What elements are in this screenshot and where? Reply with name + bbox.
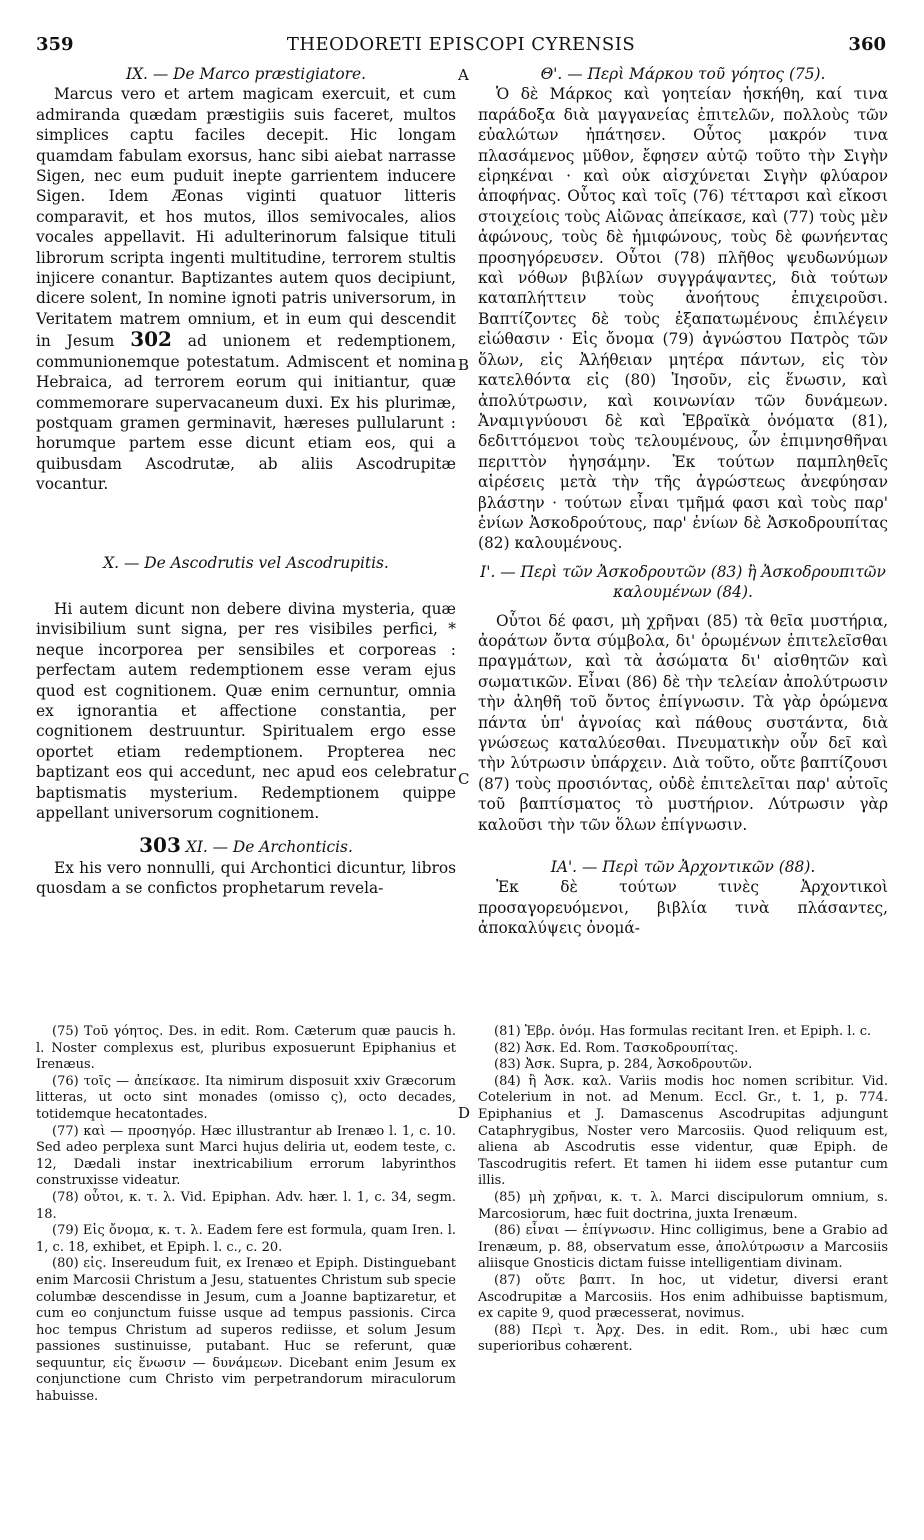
latin-section-10-body: Hi autem dicunt non debere divina mysteria, quæ invisibilium sunt signa, per res visibiles perfici, * neque incorporea per sensibiles et corporeas : perfectam autem redemptionem esse veram ejus quod est cognitionem. Quæ enim cernuntur, omnia ex ignorantia et affectione constantia, per cognitionem destruuntur. Spiritualem ergo esse oportet etiam redemptionem. Propterea nec baptizant eos qui accedunt, nec apud eos celebratur baptismatis mysterium. Redemptionem quippe appellant universorum cognitionem. — [36, 599, 456, 822]
margin-letter-a: A — [458, 66, 469, 84]
footnote: (87) οὔτε βαπτ. In hoc, ut videtur, diversi erant Ascodrupitæ a Marcosiis. Hos enim adhibuisse baptismum, ex capite 9, quod præcesserat, novimus. — [478, 1272, 888, 1322]
greek-section-10-title: Ι'. — Περὶ τῶν Ἀσκοδρουτῶν (83) ἢ Ἀσκοδρουπιτῶν καλουμένων (84). — [480, 562, 886, 602]
latin-section-9-title: IX. — De Marco præstigiatore. — [126, 65, 366, 83]
running-title: THEODORETI EPISCOPI CYRENSIS — [286, 34, 636, 55]
greek-section-9-title: Θ'. — Περὶ Μάρκου τοῦ γόητος (75). — [540, 65, 826, 83]
footnote: (80) εἰς. Insereudum fuit, ex Irenæo et Epiph. Distinguebant enim Marcosii Christum a Jesu, statuentes Christum sub specie columbæ descendisse in Jesum, cum a Joanne baptizaretur, et cum eo conjunctum fuisse usque ad tempus passionis. Circa hoc tempus Christum ad superos rediisse, et solum Jesum passiones sustinuisse, putabant. Huc se referunt, quæ sequuntur, εἰς ἕνωσιν — δυνάμεων. Dicebant enim Jesum ex conjunctione cum Christo vim perpetrandorum miraculorum habuisse. — [36, 1256, 456, 1405]
latin-section-11-body: Ex his vero nonnulli, qui Archontici dicuntur, libros quosdam a se confictos prophetarum revela- — [36, 858, 456, 898]
footnotes-right — [478, 1024, 888, 1356]
greek-section-9-body: Ὁ δὲ Μάρκος καὶ γοητείαν ἠσκήθη, καί τινα παράδοξα διὰ μαγγανείας ἐπιτελῶν, πολλοὺς τῶν εὐαλώτων ἠπάτησεν. Οὗτος μακρόν τινα πλασάμενος μῦθον, ἔφησεν αὐτῷ τοῦτο τὴν Σιγὴν εἰρηκέναι · καὶ οὐκ αἰσχύνεται Σιγὴν φλύαρον ἀποφήνας. Οὗτος καὶ τοῖς (76) τέτταρσι καὶ εἴκοσι στοιχείοις τοὺς Αἰῶνας ἀπείκασε, καὶ (77) τοὺς μὲν ἀφώνους, τοὺς δὲ ἡμιφώνους, τοὺς δὲ φωνήεντας προσηγόρευσεν. Οὗτοι (78) πλῆθος ψευδωνύμων καὶ νόθων βιβλίων συγγράψαντες, διὰ τούτων καταπλήττειν τοὺς ἀνοήτους ἐπιχειροῦσι. Βαπτίζοντες δὲ τοὺς ἐξαπατωμένους ἐπιλέγειν εἰώθασιν · Εἰς ὄνομα (79) ἀγνώστου Πατρὸς τῶν ὅλων, εἰς Ἀλήθειαν μητέρα πάντων, εἰς τὸν κατελθόντα εἰς (80) Ἰησοῦν, εἰς ἕνωσιν, καὶ ἀπολύτρωσιν, καὶ κοινωνίαν τῶν δυνάμεων. Ἀναμιγνύουσι δὲ καὶ Ἑβραϊκὰ ὀνόματα (81), δεδιττόμενοι τοὺς τελουμένους, ὧν ἐπιμνησθῆναι περιττὸν ἡγησάμην. Ἐκ τούτων παμπληθεῖς αἱρέσεις μετὰ τὴν τῆς ἀγρώστεως ἀνεφύησαν βλάστην · τούτων εἶναι τμῆμά φασι καὶ τοὺς παρ' ἐνίων Ἀσκοδρούτους, παρ' ἐνίων δὲ Ἀσκοδρουπίτας (82) καλουμένους. — [478, 85, 888, 553]
footnote: (84) ἢ Ἀσκ. καλ. Variis modis hoc nomen scribitur. Vid. Cotelerium in not. ad Menum. Eccl. Gr., t. 1, p. 774. Epiphanius et J. Damascenus Ascodrupitas adjungunt Cataphrygibus, Noster vero Marcosiis. Quod reliquum est, aliena ab Ascodrutis esse videntur, quæ Epiph. de Tascodrugitis refert. Et tamen hi iidem esse putantur cum illis. — [478, 1073, 888, 1189]
footnote: (78) οὗτοι, κ. τ. λ. Vid. Epiphan. Adv. hær. l. 1, c. 34, segm. 18. — [36, 1189, 456, 1222]
margin-letter-b: B — [458, 356, 470, 374]
margin-letter-c: C — [458, 770, 470, 788]
footnote: (82) Ἀσκ. Ed. Rom. Τασκοδρουπίτας. — [494, 1040, 739, 1056]
latin-column — [36, 64, 456, 899]
greek-section-10-body: Οὗτοι δέ φασι, μὴ χρῆναι (85) τὰ θεῖα μυστήρια, ἀοράτων ὄντα σύμβολα, δι' ὁρωμένων ἐπιτελεῖσθαι πραγμάτων, καὶ τὰ ἀσώματα δι' αἰσθητῶν καὶ σωματικῶν. Εἶναι (86) δὲ τὴν τελείαν ἀπολύτρωσιν τὴν ἀληθῆ τοῦ ὄντος ἐπίγνωσιν. Τὰ γὰρ ὁρώμενα πάντα ὑπ' ἀγνοίας καὶ πάθους συστάντα, διὰ γνώσεως καταλύεσθαι. Πνευματικὴν οὖν δεῖ καὶ τὴν λύτρωσιν ὑπάρχειν. Διὰ τοῦτο, οὔτε βαπτίζουσι (87) τοὺς προσιόντας, οὐδὲ ἐπιτελεῖται παρ' αὐτοῖς τοῦ βαπτίσματος τὸ μυστήριον. Λύτρωσιν γὰρ καλοῦσι τὴν τῶν ὅλων ἐπίγνωσιν. — [478, 611, 888, 834]
footnote: (86) εἶναι — ἐπίγνωσιν. Hinc colligimus, bene a Grabio ad Irenæum, p. 88, observatum esse, ἀπολύτρωσιν a Marcosiis aliisque Gnosticis dictam fuisse intelligentiam divinam. — [478, 1223, 888, 1272]
page-number-left: 359 — [36, 34, 74, 55]
footnotes-left — [36, 1024, 456, 1406]
footnote: (77) καὶ — προσηγόρ. Hæc illustrantur ab Irenæo l. 1, c. 10. Sed adeo perplexa sunt Marci hujus deliria ut, eodem teste, c. 12, Dædali instar inextricabilium errorum labyrinthos construxisse videatur. — [36, 1123, 456, 1189]
page-marker-303: 303 — [139, 833, 181, 858]
greek-section-11-body: Ἐκ δὲ τούτων τινὲς Ἀρχοντικοὶ προσαγορευόμενοι, βιβλία τινὰ πλάσαντες, ἀποκαλύψεις ὀνομά- — [478, 878, 888, 938]
footnote: (88) Περὶ τ. Ἀρχ. Des. in edit. Rom., ubi hæc cum superioribus cohærent. — [478, 1322, 888, 1355]
footnote: (83) Ἀσκ. Supra, p. 284, Ἀσκοδρουτῶν. — [494, 1057, 753, 1073]
page-number-right: 360 — [848, 34, 886, 55]
latin-section-9-body: Marcus vero et artem magicam exercuit, et cum admiranda quædam præstigiis suis faceret, multos simplices captu faciles decepit. Hic longam quamdam fabulam exorsus, hanc sibi aiebat narrasse Sigen, nec eum puduit inepte garrientem inducere Sigen. Idem Æonas viginti quatuor litteris comparavit, et hos mutos, illos semivocales, alios vocales appellavit. Hi adulterinorum falsique tituli librorum scripta ingenti multitudine, terrorem stultis injicere conantur. Baptizantes autem quos decipiunt, dicere solent, In nomine ignoti patris universorum, in Veritatem matrem omnium, et in eum qui descendit in Jesum 302 ad unionem et redemptionem, communionemque potestatum. Admiscent et nomina Hebraica, ad terrorem eorum qui initiantur, quæ commemorare supervacaneum duxi. Ex his plurimæ, postquam gramen germinavit, hæreses pullularunt : horumque partem esse dicunt etiam eos, qui a quibusdam Ascodrutæ, ab aliis Ascodrupitæ vocantur. — [36, 85, 456, 494]
running-header — [36, 34, 886, 58]
margin-letter-d: D — [458, 1104, 471, 1122]
footnote: (81) Ἑβρ. ὀνόμ. Has formulas recitant Iren. et Epiph. l. c. — [494, 1024, 872, 1039]
footnote: (76) τοῖς — ἀπείκασε. Ita nimirum disposuit xxiv Græcorum litteras, ut octo sint monades (omisso ς), octo decades, totidemque hecatontades. — [36, 1073, 456, 1122]
footnote: (85) μὴ χρῆναι, κ. τ. λ. Marci discipulorum omnium, s. Marcosiorum, hæc fuit doctrina, juxta Irenæum. — [478, 1189, 888, 1222]
page-marker-302: 302 — [130, 327, 172, 352]
greek-column — [478, 64, 888, 939]
latin-section-11-title: 303 XI. — De Archonticis. — [139, 833, 353, 858]
footnote: (75) Τοῦ γόητος. Des. in edit. Rom. Cæterum quæ paucis h. l. Noster complexus est, pluribus exposuerunt Epiphanius et Irenæus. — [36, 1024, 456, 1073]
footnote: (79) Εἰς ὄνομα, κ. τ. λ. Eadem fere est formula, quam Iren. l. 1, c. 18, exhibet, et Epiph. l. c., c. 20. — [36, 1223, 456, 1255]
greek-section-11-title: ΙΑ'. — Περὶ τῶν Ἀρχοντικῶν (88). — [550, 858, 816, 877]
latin-section-10-title: X. — De Ascodrutis vel Ascodrupitis. — [103, 553, 389, 572]
